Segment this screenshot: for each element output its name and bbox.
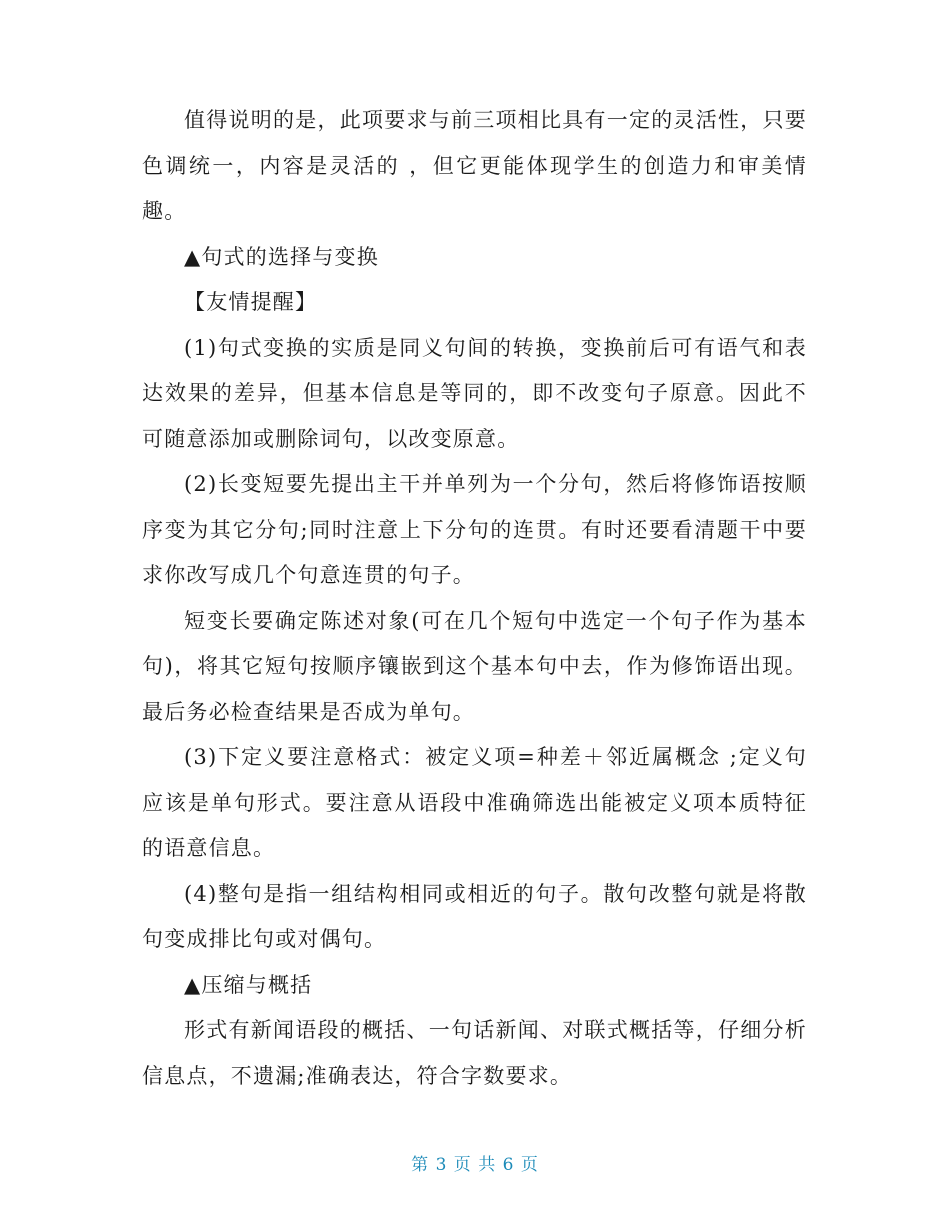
paragraph-intro-flexibility: 值得说明的是，此项要求与前三项相比具有一定的灵活性，只要色调统一，内容是灵活的 ，但它更能体现学生的创造力和审美情趣。 [142,108,807,223]
section-heading-sentence-patterns: ▲句式的选择与变换 [184,244,379,269]
document-body [142,98,807,1099]
paragraph-point-4: (4)整句是指一组结构相同或相近的句子。散句改整句就是将散句变成排比句或对偶句。 [142,881,807,951]
paragraph-point-2: (2)长变短要先提出主干并单列为一个分句，然后将修饰语按顺序变为其它分句;同时注意上下分句的连贯。有时还要看清题干中要求你改写成几个句意连贯的句子。 [142,472,807,587]
page-footer [0,1150,950,1175]
section-heading-compression: ▲压缩与概括 [184,972,313,997]
paragraph-short-to-long: 短变长要确定陈述对象(可在几个短句中选定一个句子作为基本句)，将其它短句按顺序镶嵌到这个基本句中去，作为修饰语出现。最后务必检查结果是否成为单句。 [142,608,807,724]
paragraph-point-3: (3)下定义要注意格式：被定义项=种差＋邻近属概念 ;定义句应该是单句形式。要注意从语段中准确筛选出能被定义项本质特征的语意信息。 [142,745,807,860]
paragraph-compression-forms: 形式有新闻语段的概括、一句话新闻、对联式概括等，仔细分析信息点，不遗漏;准确表达，符合字数要求。 [142,1018,807,1088]
reminder-heading: 【友情提醒】 [184,290,318,314]
paragraph-point-1: (1)句式变换的实质是同义句间的转换，变换前后可有语气和表达效果的差异，但基本信息是等同的，即不改变句子原意。因此不可随意添加或删除词句，以改变原意。 [142,335,807,451]
page-number-label: 第 3 页 共 6 页 [411,1155,539,1175]
